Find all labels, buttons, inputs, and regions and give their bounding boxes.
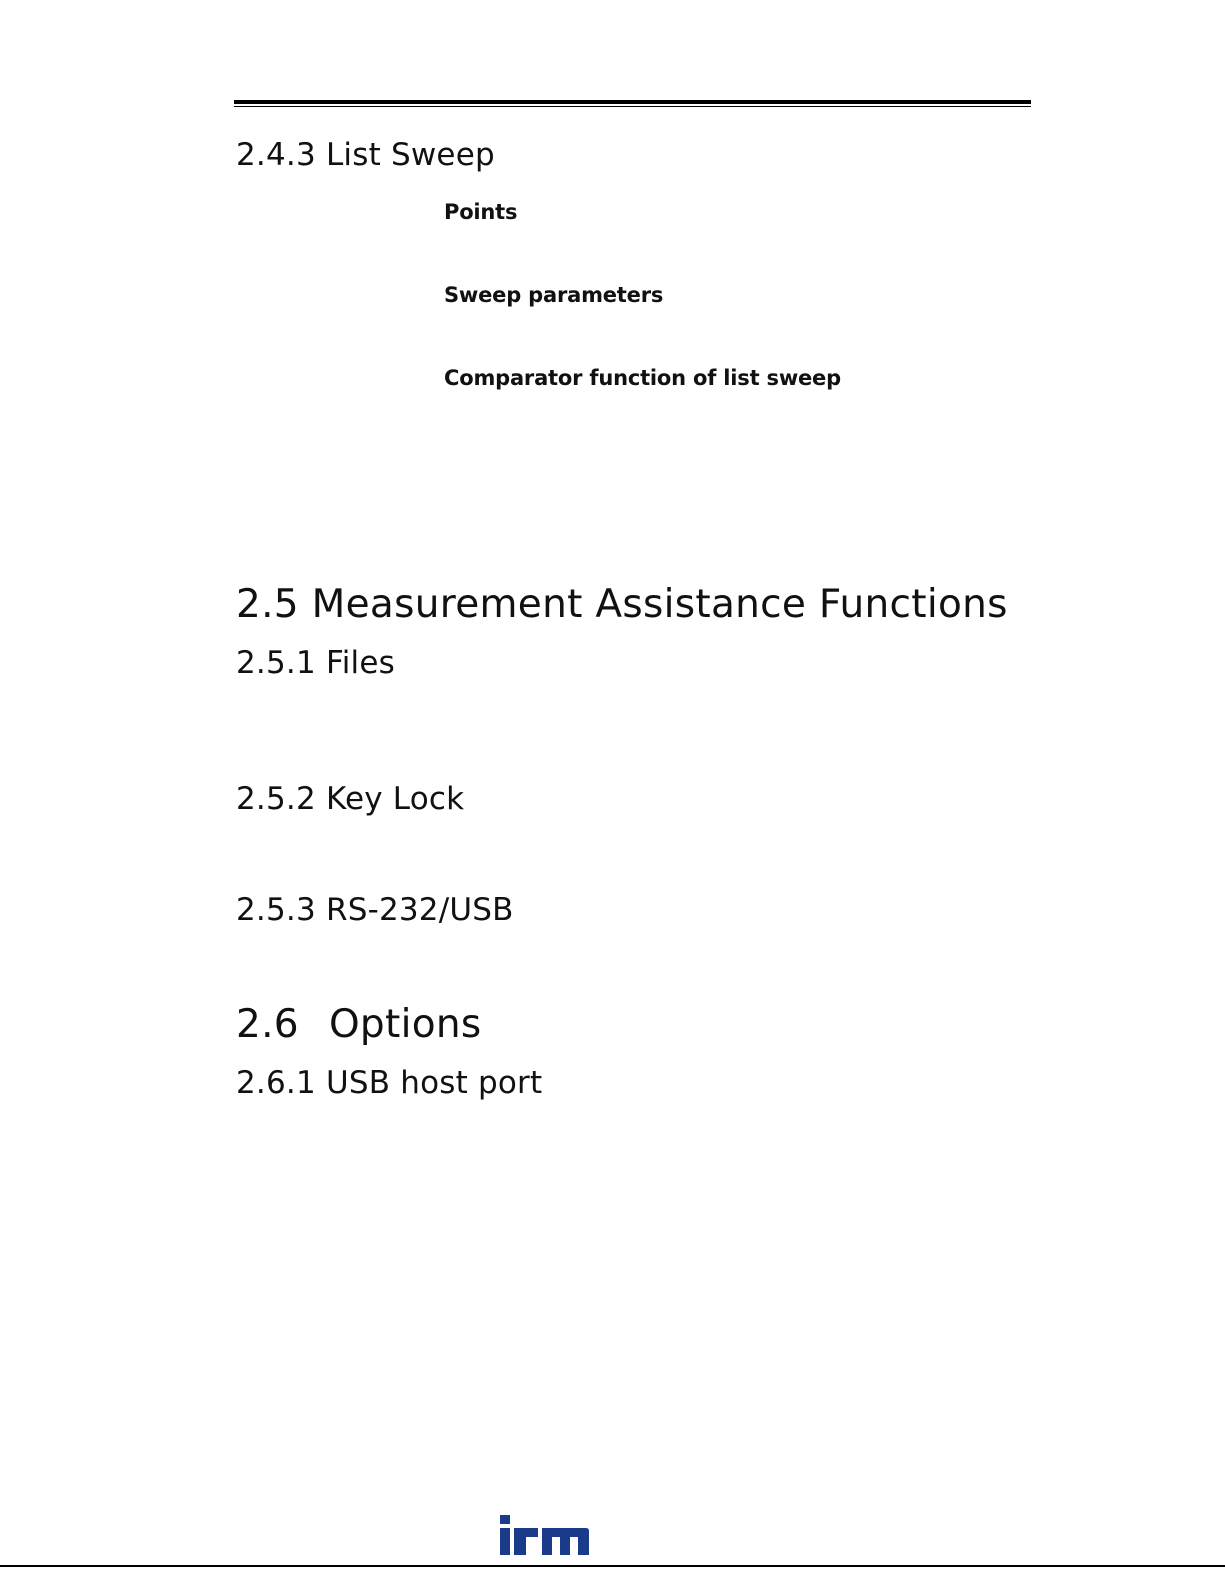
subheading-comparator-function: Comparator function of list sweep [444, 366, 841, 390]
header-rule-thin [234, 106, 1031, 107]
heading-2-5: 2.5 Measurement Assistance Functions [236, 582, 1008, 627]
heading-2-5-1: 2.5.1 Files [236, 645, 395, 681]
footer-rule [0, 1565, 1225, 1567]
heading-2-6: 2.6 Options [236, 1002, 482, 1047]
header-rule [234, 100, 1031, 104]
subheading-points: Points [444, 200, 518, 224]
heading-2-5-3: 2.5.3 RS-232/USB [236, 892, 514, 928]
subheading-sweep-parameters: Sweep parameters [444, 283, 664, 307]
heading-2-5-2: 2.5.2 Key Lock [236, 781, 465, 817]
heading-2-6-1: 2.6.1 USB host port [236, 1065, 543, 1101]
itm-logo [498, 1515, 590, 1555]
heading-2-4-3: 2.4.3 List Sweep [236, 137, 495, 173]
